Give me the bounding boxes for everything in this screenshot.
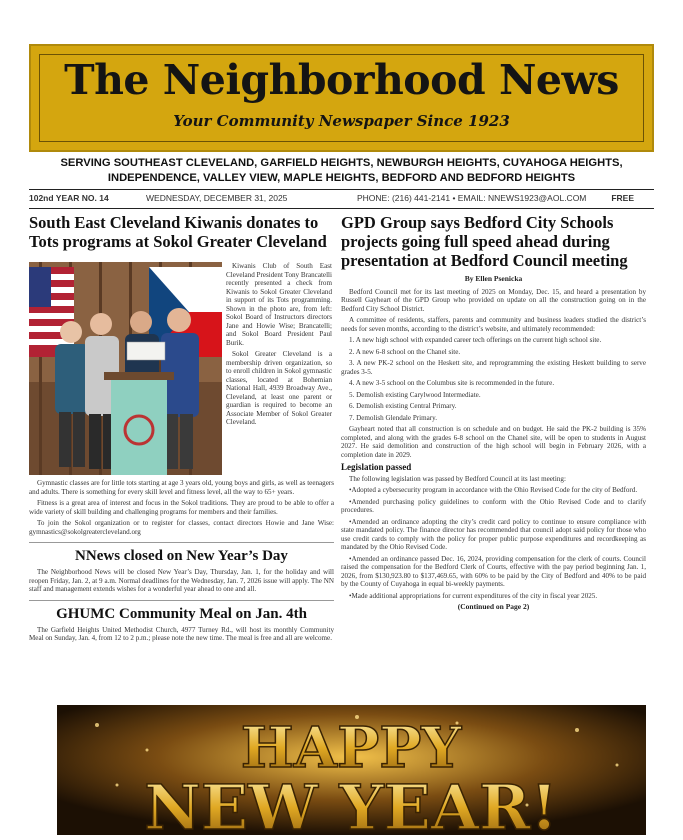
gpd-list-item: 7. Demolish Glendale Primary. [349, 413, 437, 422]
gpd-list-item: 5. Demolish existing Carylwood Intermediate. [349, 390, 481, 399]
service-area: SERVING SOUTHEAST CLEVELAND, GARFIELD HEIGHTS, NEWBURGH HEIGHTS, CUYAHOGA HEIGHTS, INDEPENDENCE, VALLEY VIEW, MAPLE HEIGHTS, BEDFORD AND BEDFORD HEIGHTS [60, 157, 623, 184]
legislation-item: •Amended an ordinance passed Dec. 16, 2024, providing compensation for the clerk of courts. Council raised the compensation for the Bedford Clerk of Courts, effective with the pay period beginning Jan. 1, 2026, from $130,923.80 to $137,469.65, with 60% to be paid by the City of Bedford and 40% to be paid by the County of Cuyahoga in equal bi-weekly payments. [341, 554, 646, 588]
nnews-body: The Neighborhood News will be closed New Year’s Day, Thursday, Jan. 1, for the holiday and will reopen Friday, Jan. 2, at 9 a.m. Normal deadlines for the Wednesday, Jan. 7, 2026 issue will apply. The NN staff and management extends wishes for a wonderful year ahead to one and all. [29, 568, 334, 593]
gpd-list-item: 6. Demolish existing Central Primary. [349, 402, 457, 410]
issue-date: WEDNESDAY, DECEMBER 31, 2025 [146, 193, 288, 203]
legislation-item: •Amended purchasing policy guidelines to conform with the Ohio Revised Code and to clarify procedures. [341, 497, 646, 514]
gpd-paragraph-3: Gayheart noted that all construction is on schedule and on budget. He said the PK-2 building is 35% completed, and along with the grades 6-8 school on the Chanel site, will be open to students in August 2027. He said demolition and construction of the high school will begin in February 2026, with a completion date in 2029. [341, 425, 646, 459]
gpd-list-item: 2. A new 6-8 school on the Chanel site. [349, 347, 461, 356]
kiwanis-headline: South East Cleveland Kiwanis donates to Tots programs at Sokol Greater Cleveland [29, 213, 327, 251]
newspaper-title: The Neighborhood News [64, 56, 619, 104]
continued-on-page-2: (Continued on Page 2) [457, 602, 530, 611]
kiwanis-text-bottom [29, 479, 334, 646]
ghumc-body: The Garfield Heights United Methodist Church, 4977 Turney Rd., will host its monthly Community Meal on Sunday, Jan. 4, from 12 to 2 p.m.; please note the new time. The meal is free and all are welcome. [29, 625, 334, 642]
banner-line-1: HAPPY [240, 715, 462, 781]
kiwanis-paragraph-2: Sokol Greater Cleveland is a membership driven organization, so to enroll children in Sokol gymnastic classes, located at Bohemian National Hall, 4939 Broadway Ave., Cleveland, at least one parent or guardian is required to become an Associate Member of Sokol Greater Cleveland. [226, 350, 332, 426]
gpd-list-item: 1. A new high school with expanded career tech offerings on the current high school site. [349, 336, 602, 344]
banner-line-2: NEW YEAR! [144, 771, 558, 835]
kiwanis-photo [29, 262, 222, 475]
kiwanis-text-side [226, 262, 332, 430]
gpd-list-item: 4. A new 3-5 school on the Columbus site is recommended in the future. [349, 379, 555, 387]
gpd-paragraph-1: Bedford Council met for its last meeting of 2025 on Monday, Dec. 15, and heard a presentation by Russell Gayheart of the GPD Group who provided on update on all the construction going on in the Bedford City School District. [341, 287, 646, 313]
gpd-headline: GPD Group says Bedford City Schools projects going full speed ahead during presentation at Bedford Council meeting [341, 213, 628, 270]
kiwanis-paragraph-5: To join the Sokol organization or to register for classes, contact directors Howie and Jane Wise: gymnastics@sokolgreatercleveland.org [29, 519, 334, 536]
masthead [29, 44, 654, 152]
kiwanis-article-header [29, 213, 334, 251]
legislation-subhead: Legislation passed [341, 462, 412, 472]
ghumc-headline: GHUMC Community Meal on Jan. 4th [56, 605, 307, 622]
contact-info: PHONE: (216) 441-2141 • EMAIL: NNEWS1923@AOL.COM [357, 193, 587, 203]
legislation-item: •Made additional appropriations for current expenditures of the city in fiscal year 2025. [349, 591, 598, 600]
divider [29, 542, 334, 543]
gpd-article [341, 213, 646, 612]
newspaper-tagline: Your Community Newspaper Since 1923 [173, 112, 510, 130]
gpd-list-item: 3. A new PK-2 school on the Heskett site, and reprogramming the existing Heskett building to serve grades 3-5. [341, 359, 646, 376]
kiwanis-paragraph-4: Fitness is a great area of interest and focus in the Sokol traditions. They are proud to be able to offer a wide variety of skill building and challenging programs for members and their families. [29, 499, 334, 516]
happy-new-year-banner [57, 705, 646, 835]
gpd-paragraph-4: The following legislation was passed by Bedford Council at its last meeting: [349, 474, 566, 483]
legislation-item: •Amended an ordinance adopting the city’s credit card policy to continue to ensure compliance with state mandated policy. The finance director has recommended that council adopt said policy for those who use credit cards to comply with the policy for proper public purpose expenditures and recordkeeping as mandated by the Ohio Revised Code. [341, 517, 646, 551]
nnews-headline: NNews closed on New Year’s Day [75, 548, 288, 564]
gpd-byline: By Ellen Psenicka [464, 274, 523, 283]
price: FREE [611, 193, 634, 203]
legislation-item: •Adopted a cybersecurity program in accordance with the Ohio Revised Code for the city of Bedford. [349, 486, 638, 494]
kiwanis-paragraph-3: Gymnastic classes are for little tots starting at age 3 years old, young boys and girls, as well as teenagers and adults. There is something for every skill level and fitness level, all the way to 65+ years. [29, 479, 334, 496]
divider [29, 600, 334, 601]
issue-number: 102nd YEAR NO. 14 [29, 193, 109, 203]
issue-info-bar [29, 189, 654, 209]
kiwanis-paragraph-1: Kiwanis Club of South East Cleveland President Tony Brancatelli recently presented a check from Kiwanis to Sokol Greater Cleveland in support of its Tots programming. Shown in the photo are, from left: Sokol Board of Instructors directors Jane and Howie Wise; Brancatelli; and Sokol Board President Paul Burik. [226, 262, 332, 347]
gpd-paragraph-2: A committee of residents, staffers, parents and community and business leaders studied the district’s needs for seven months, according to the district’s website, and ultimately recommended: [341, 316, 646, 333]
